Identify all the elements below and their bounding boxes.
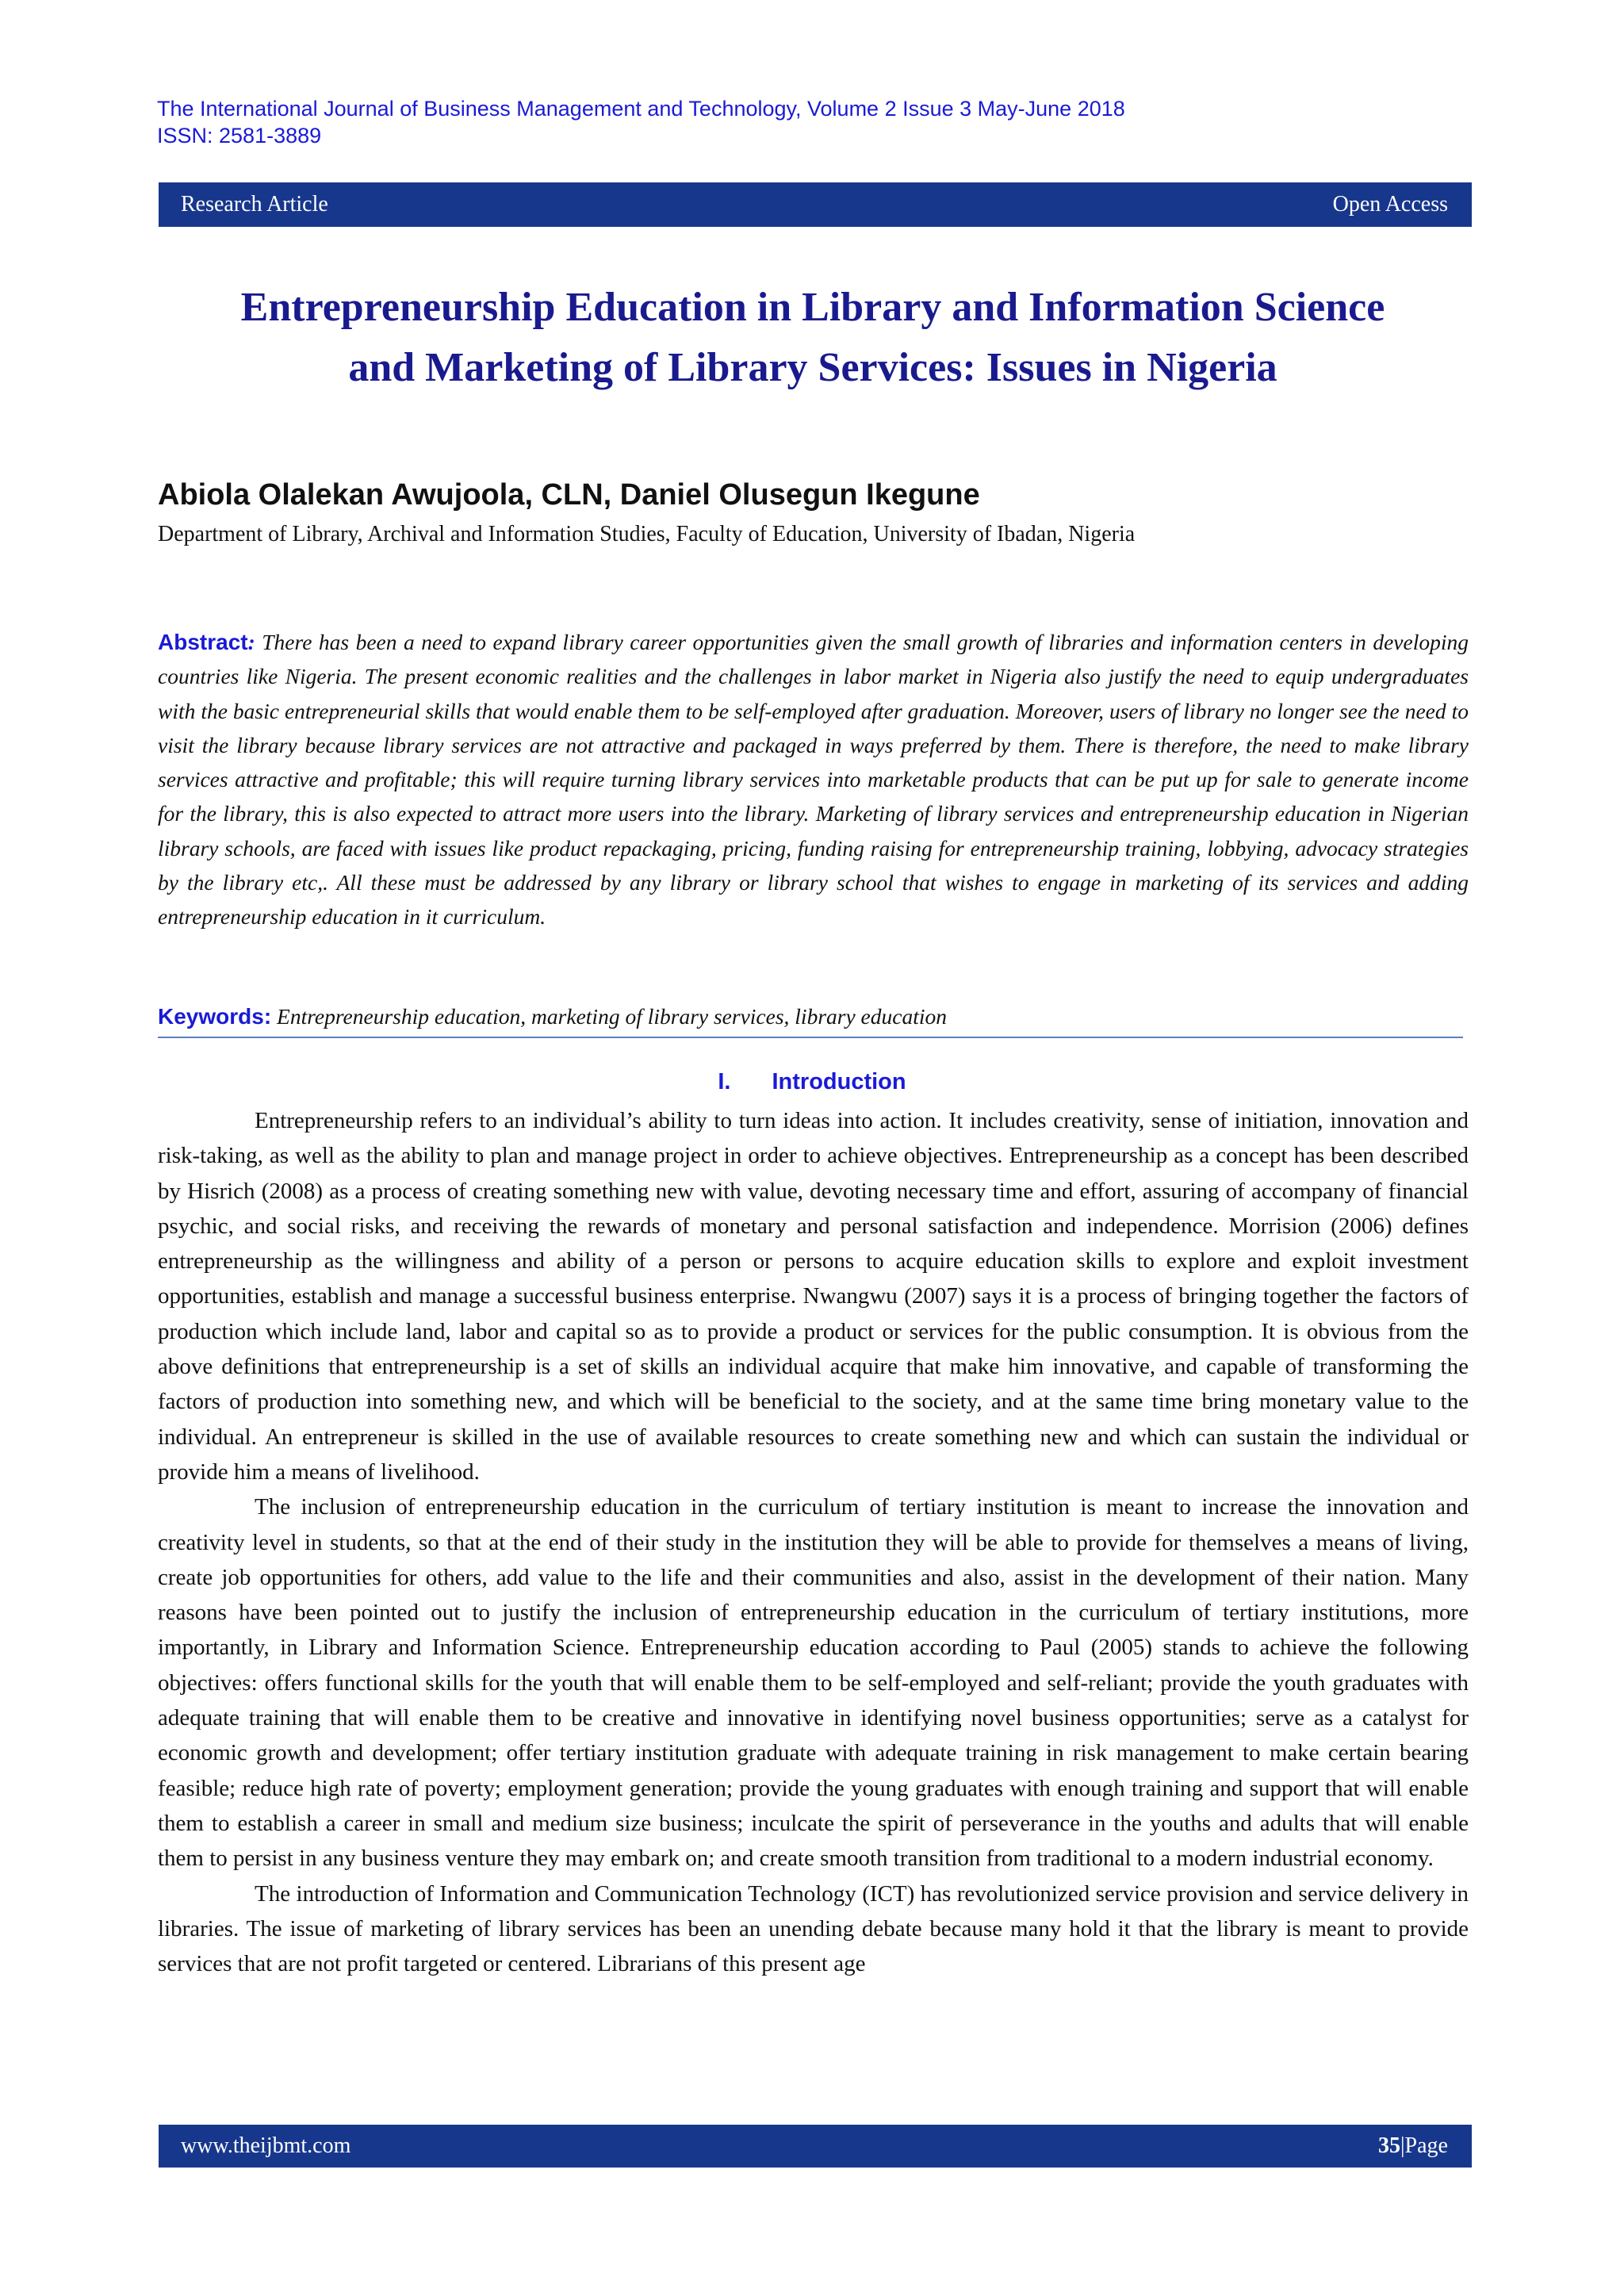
access-type-label: Open Access bbox=[1332, 192, 1448, 217]
section-number: I. bbox=[718, 1069, 731, 1094]
paragraph: The inclusion of entrepreneurship education in the curriculum of tertiary institution is meant to increase the innovation and creativity level in students, so that at the end of their study in the institution they will be able to provide for themselves a means of living, create job opportunities for others, add value to the life and their communities and also, assist in the development of their nation. Many reasons have been pointed out to justify the inclusion of entrepreneurship education in the curriculum of tertiary institutions, more importantly, in Library and Information Science. Entrepreneurship education according to Paul (2005) stands to achieve the following objectives: offers functional skills for the youth that will enable them to be self-employed and self-reliant; provide the youth graduates with adequate training that will enable them to be creative and innovative in identifying novel business opportunities; serve as a catalyst for economic growth and development; offer tertiary institution graduate with adequate training in risk management to make certain bearing feasible; reduce high rate of poverty; employment generation; provide the young graduates with enough training and support that will enable them to establish a career in small and medium size business; inculcate the spirit of perseverance in the youths and adults that will enable them to persist in any business venture they may embark on; and create smooth transition from traditional to a modern industrial economy. bbox=[158, 1494, 1469, 1872]
section-title: Introduction bbox=[772, 1069, 906, 1094]
abstract-label: Abstract bbox=[158, 630, 248, 654]
article-type-label: Research Article bbox=[181, 192, 328, 217]
paper-title bbox=[127, 278, 1499, 398]
abstract bbox=[158, 625, 1469, 934]
page-label: |Page bbox=[1400, 2133, 1448, 2158]
abstract-colon: : bbox=[247, 630, 255, 654]
author-affiliation: Department of Library, Archival and Information Studies, Faculty of Education, University of Ibadan, Nigeria bbox=[158, 522, 1136, 546]
paper-title-line-2: and Marketing of Library Services: Issues in Nigeria bbox=[348, 345, 1277, 390]
footer-website: www.theijbmt.com bbox=[181, 2133, 351, 2158]
journal-issn: ISSN: 2581-3889 bbox=[157, 124, 322, 148]
footer-page bbox=[1378, 2133, 1448, 2159]
keywords bbox=[158, 1001, 1469, 1033]
journal-header bbox=[157, 95, 1473, 149]
introduction-body bbox=[158, 1103, 1469, 1981]
paper-title-line-1: Entrepreneurship Education in Library and Information Science bbox=[240, 285, 1385, 330]
author-list: Abiola Olalekan Awujoola, CLN, Daniel Olusegun Ikegune bbox=[158, 478, 980, 512]
section-heading bbox=[0, 1069, 1624, 1095]
page-footer bbox=[159, 2125, 1472, 2168]
paragraph: Entrepreneurship refers to an individual’s ability to turn ideas into action. It includes creativity, sense of initiation, innovation and risk-taking, as well as the ability to plan and manage project in order to achieve objectives. Entrepreneurship as a concept has been described by Hisrich (2008) as a process of creating something new with value, devoting necessary time and effort, assuring of accompany of financial psychic, and social risks, and receiving the rewards of monetary and personal satisfaction and independence. Morrision (2006) defines entrepreneurship as the willingness and ability of a person or persons to acquire education skills to explore and exploit investment opportunities, establish and manage a successful business enterprise. Nwangwu (2007) says it is a process of bringing together the factors of production which include land, labor and capital so as to provide a product or services for the public consumption. It is obvious from the above definitions that entrepreneurship is a set of skills an individual acquire that make him innovative, and capable of transforming the factors of production into something new, and which will be beneficial to the society, and at the same time bring monetary value to the individual. An entrepreneur is skilled in the use of available resources to create something new and which can sustain the individual or provide him a means of livelihood. bbox=[158, 1108, 1469, 1485]
article-type-bar bbox=[159, 182, 1472, 227]
abstract-text: There has been a need to expand library career opportunities given the small growth of libraries and information centers in developing countries like Nigeria. The present economic realities and the challenges in labor market in Nigeria also justify the need to equip undergraduates with the basic entrepreneurial skills that would enable them to be self-employed after graduation. Moreover, users of library no longer see the need to visit the library because library services are not attractive and packaged in ways preferred by them. There is therefore, the need to make library services attractive and profitable; this will require turning library services into marketable products that can be put up for sale to generate income for the library, this is also expected to attract more users into the library. Marketing of library services and entrepreneurship education in Nigerian library schools, are faced with issues like product repackaging, pricing, funding raising for entrepreneurship training, lobbying, advocacy strategies by the library etc,. All these must be addressed by any library or library school that wishes to engage in marketing of its services and adding entrepreneurship education in it curriculum. bbox=[158, 630, 1469, 930]
keywords-divider bbox=[158, 1037, 1463, 1038]
journal-citation: The International Journal of Business Management and Technology, Volume 2 Issue 3 May-June 2018 bbox=[157, 97, 1125, 121]
page-number: 35 bbox=[1377, 2133, 1400, 2158]
keywords-text: Entrepreneurship education, marketing of library services, library education bbox=[277, 1004, 947, 1029]
keywords-label: Keywords: bbox=[158, 1004, 272, 1029]
paragraph: The introduction of Information and Communication Technology (ICT) has revolutionized service provision and service delivery in libraries. The issue of marketing of library services has been an unending debate because many hold it that the library is meant to provide services that are not profit targeted or centered. Librarians of this present age bbox=[158, 1880, 1469, 1977]
